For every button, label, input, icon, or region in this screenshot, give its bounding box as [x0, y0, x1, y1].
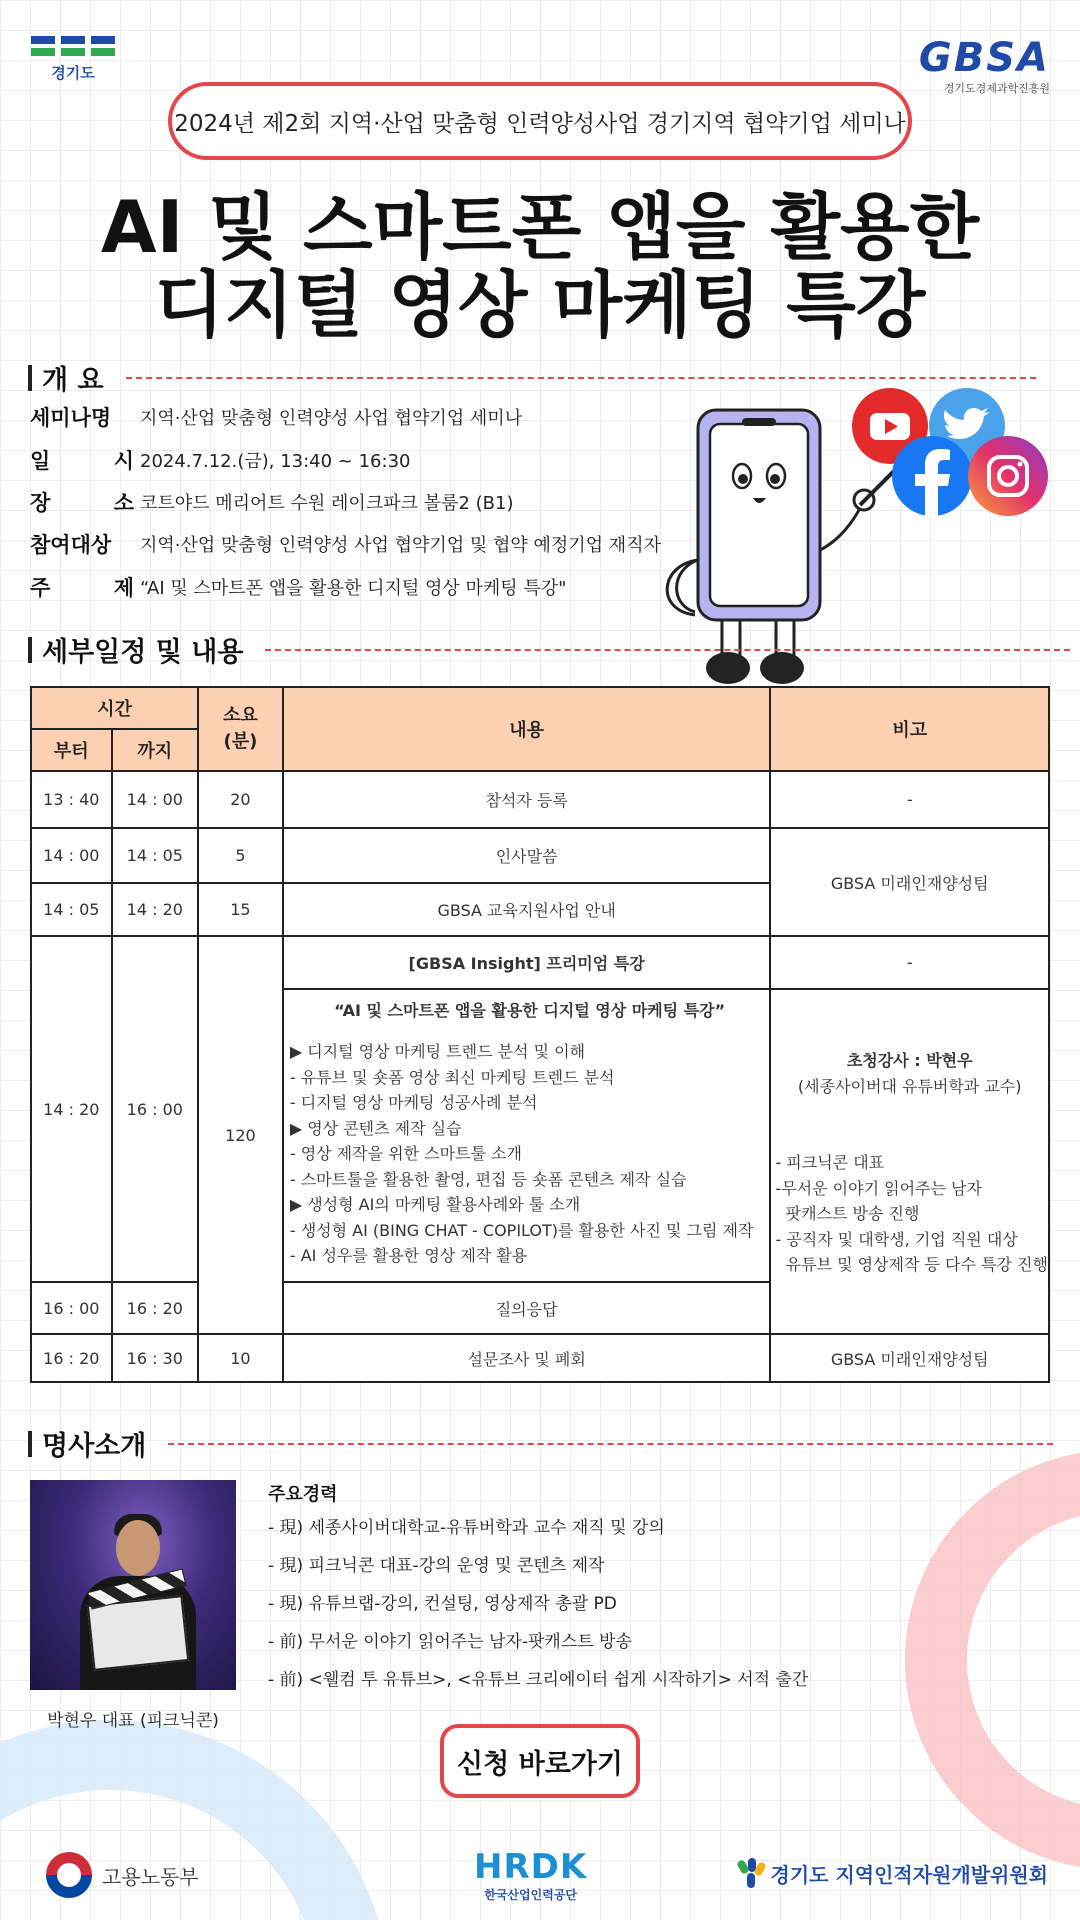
- career-title: 주요경력: [268, 1484, 338, 1505]
- social-icons: [850, 388, 1050, 518]
- gbsa-logo-mark: GBSA: [918, 35, 1050, 81]
- hrdk-logo: [474, 1847, 588, 1903]
- overview-row-date: [30, 442, 410, 478]
- lecture-line: - 스마트툴을 활용한 촬영, 편집 등 숏폼 콘텐츠 제작 실습: [289, 1169, 687, 1189]
- overview-label: 소: [113, 491, 134, 515]
- cell-to: 14 : 00: [112, 771, 198, 828]
- cell-content: GBSA 교육지원사업 안내: [283, 883, 771, 936]
- cell-note: GBSA 미래인재양성팀: [770, 1334, 1049, 1382]
- career-item: - 現) 세종사이버대학교-유튜버학과 교수 재직 및 강의: [268, 1518, 665, 1538]
- moel-logo-text: 고용노동부: [102, 1864, 199, 1889]
- speaker-note-line: 유튜브 및 영상제작 등 다수 특강 진행: [775, 1255, 1048, 1274]
- speaker-photo: [30, 1480, 236, 1690]
- cell-content: 참석자 등록: [283, 771, 771, 828]
- table-row: [31, 936, 1049, 989]
- overview-row-name: [30, 399, 522, 435]
- header-to: 까지: [112, 729, 198, 771]
- cell-duration: 10: [198, 1334, 283, 1382]
- overview-label: 장: [30, 491, 51, 515]
- overview-label: 세미나명: [30, 406, 112, 430]
- overview-row-topic: [30, 569, 566, 605]
- hrdk-logo-mark: HRDK: [474, 1847, 588, 1887]
- header-time: 시간: [31, 687, 198, 729]
- table-row: [31, 828, 1049, 883]
- cell-to: 14 : 20: [112, 883, 198, 936]
- seminar-pill-title: 2024년 제2회 지역·산업 맞춤형 인력양성사업 경기지역 협약기업 세미나: [168, 82, 912, 160]
- speaker-note-line: -무서운 이야기 읽어주는 남자: [775, 1178, 982, 1198]
- moel-logo: [46, 1852, 199, 1898]
- main-title-line2: 디지털 영상 마케팅 특강: [154, 263, 926, 347]
- overview-label: 일: [30, 449, 51, 473]
- lecture-line: ▶ 생성형 AI의 마케팅 활용사례와 툴 소개: [289, 1195, 581, 1214]
- overview-label: 주: [30, 576, 51, 600]
- header-content: 내용: [283, 687, 771, 771]
- lecture-detail-cell: [283, 989, 771, 1282]
- instagram-icon: [968, 436, 1048, 516]
- gyeonggi-logo: [28, 36, 118, 83]
- overview-row-target: [30, 526, 661, 562]
- overview-value: 코트야드 메리어트 수원 레이크파크 볼룸2 (B1): [140, 493, 514, 514]
- header-from: 부터: [31, 729, 112, 771]
- speaker-note-line: - 공직자 및 대학생, 기업 직원 대상: [775, 1229, 1018, 1249]
- speaker-photo-caption: 박현우 대표 (피크닉콘): [47, 1711, 219, 1731]
- cell-duration: 120: [198, 936, 283, 1334]
- lecture-line: - 영상 제작을 위한 스마트툴 소개: [289, 1144, 522, 1163]
- facebook-icon: [892, 436, 972, 516]
- council-logo-text: 경기도 지역인적자원개발위원회: [770, 1862, 1048, 1887]
- cell-duration: 5: [198, 828, 283, 883]
- cell-content: 인사말씀: [283, 828, 771, 883]
- gyeonggi-mark-icon: [28, 36, 118, 58]
- gbsa-logo-sub: 경기도경제과학진흥원: [943, 82, 1050, 95]
- cell-from: 14 : 00: [31, 828, 112, 883]
- lecture-line: - 유튜브 및 숏폼 영상 최신 마케팅 트렌드 분석: [289, 1067, 615, 1087]
- lecture-line: ▶ 영상 콘텐츠 제작 실습: [289, 1118, 462, 1138]
- cell-to: 16 : 00: [112, 936, 198, 1282]
- table-header-row: [31, 687, 1049, 729]
- council-logo: [739, 1858, 1048, 1888]
- overview-heading-text: 개 요: [42, 365, 104, 396]
- apply-button[interactable]: 신청 바로가기: [440, 1724, 640, 1798]
- cell-to: 14 : 05: [112, 828, 198, 883]
- schedule-heading-text: 세부일정 및 내용: [42, 637, 244, 668]
- table-row: [31, 771, 1049, 828]
- lecture-title: “AI 및 스마트폰 앱을 활용한 디지털 영상 마케팅 특강”: [334, 1001, 726, 1020]
- decorative-ring-right: [905, 1450, 1080, 1870]
- schedule-table: [30, 686, 1050, 1383]
- cell-note: -: [770, 936, 1049, 989]
- speaker-label: 초청강사 : 박현우: [846, 1051, 973, 1070]
- career-item: - 前) <웰컴 투 유튜브>, <유튜브 크리에이터 쉽게 시작하기> 서적 출간: [268, 1670, 809, 1690]
- cell-from: 16 : 20: [31, 1334, 112, 1382]
- speaker-note-line: 팟캐스트 방송 진행: [775, 1204, 920, 1223]
- lecture-line: - AI 성우를 활용한 영상 제작 활용: [289, 1246, 528, 1265]
- speaker-heading: [28, 1424, 1053, 1463]
- overview-value: 2024.7.12.(금), 13:40 ~ 16:30: [140, 451, 411, 472]
- overview-label: 제: [113, 576, 134, 600]
- main-title-line1: AI 및 스마트폰 앱을 활용한: [100, 185, 980, 269]
- gyeonggi-logo-text: 경기도: [51, 64, 95, 82]
- overview-value: 지역·산업 맞춤형 인력양성 사업 협약기업 및 협약 예정기업 재직자: [140, 535, 661, 556]
- career-item: - 現) 유튜브랩-강의, 컨설팅, 영상제작 총괄 PD: [268, 1594, 617, 1614]
- lecture-line: ▶ 디지털 영상 마케팅 트렌드 분석 및 이해: [289, 1042, 586, 1061]
- cell-duration: 20: [198, 771, 283, 828]
- header-duration: 소요 (분): [198, 687, 283, 771]
- overview-value: 지역·산업 맞춤형 인력양성 사업 협약기업 세미나: [140, 408, 523, 429]
- schedule-heading: [28, 630, 1070, 669]
- cell-duration: 15: [198, 883, 283, 936]
- cell-to: 16 : 30: [112, 1334, 198, 1382]
- cell-from: 16 : 00: [31, 1282, 112, 1334]
- cell-to: 16 : 20: [112, 1282, 198, 1334]
- cell-note: GBSA 미래인재양성팀: [770, 828, 1049, 936]
- speaker-heading-text: 명사소개: [42, 1431, 147, 1462]
- cell-content: 설문조사 및 폐회: [283, 1334, 771, 1382]
- hrdk-logo-sub: 한국산업인력공단: [484, 1888, 577, 1902]
- overview-value: “AI 및 스마트폰 앱을 활용한 디지털 영상 마케팅 특강": [140, 578, 567, 599]
- speaker-affiliation: (세종사이버대 유튜버학과 교수): [797, 1077, 1022, 1096]
- header-note: 비고: [770, 687, 1049, 771]
- table-row: [31, 1334, 1049, 1382]
- gbsa-logo: [918, 35, 1050, 96]
- overview-row-venue: [30, 484, 514, 520]
- taegeuk-icon: [46, 1852, 92, 1898]
- cell-content: 질의응답: [283, 1282, 771, 1334]
- overview-label: 시: [113, 449, 134, 473]
- lecture-line: - 디지털 영상 마케팅 성공사례 분석: [289, 1093, 538, 1112]
- lecture-line: - 생성형 AI (BING CHAT - COPILOT)를 활용한 사진 및 그림 제작: [289, 1220, 754, 1240]
- career-item: - 現) 피크닉콘 대표-강의 운영 및 콘텐츠 제작: [268, 1556, 605, 1576]
- speaker-note-line: - 피크닉콘 대표: [775, 1153, 885, 1172]
- cell-from: 14 : 05: [31, 883, 112, 936]
- council-mark-icon: [739, 1858, 765, 1888]
- cell-from: 13 : 40: [31, 771, 112, 828]
- speaker-note-cell: [770, 989, 1049, 1334]
- overview-label: 참여대상: [30, 533, 112, 557]
- cell-content: [GBSA Insight] 프리미엄 특강: [283, 936, 771, 989]
- cell-from: 14 : 20: [31, 936, 112, 1282]
- career-item: - 前) 무서운 이야기 읽어주는 남자-팟캐스트 방송: [268, 1632, 632, 1652]
- cell-note: -: [770, 771, 1049, 828]
